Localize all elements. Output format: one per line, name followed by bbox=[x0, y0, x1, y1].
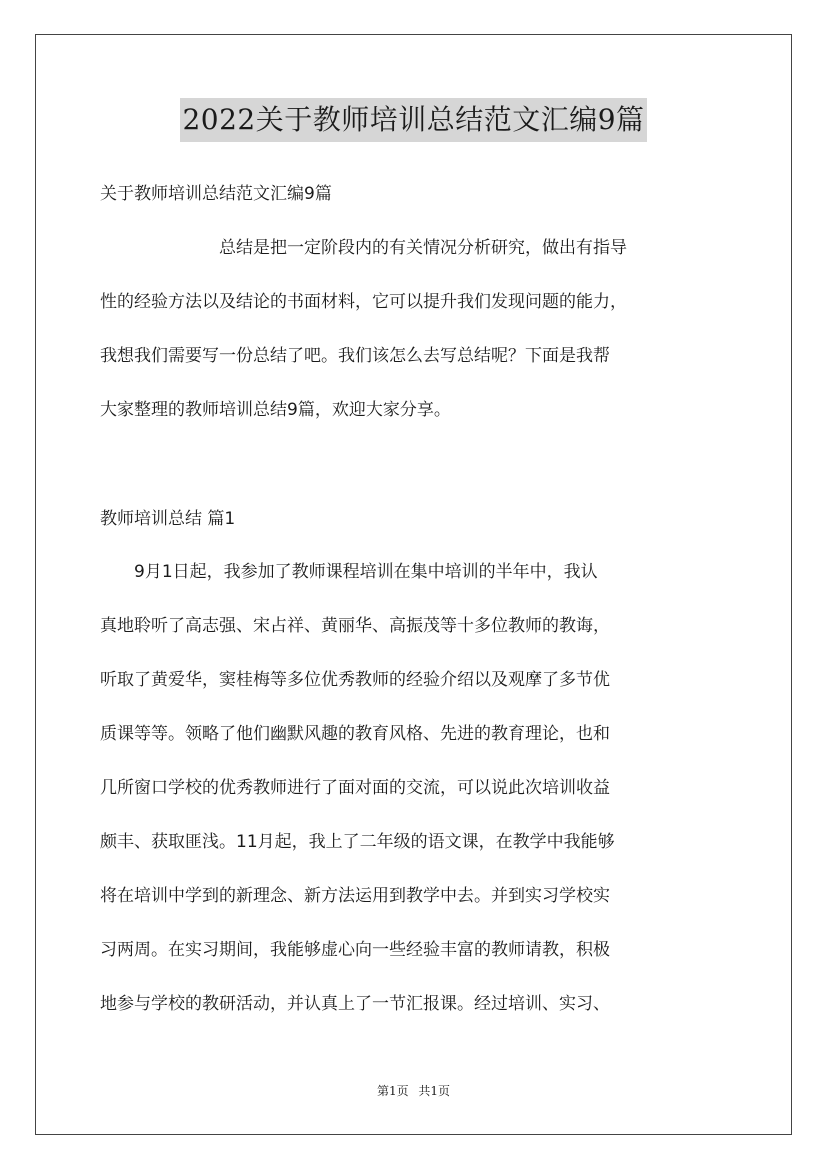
document-subtitle: 关于教师培训总结范文汇编9篇 bbox=[100, 184, 332, 204]
body-line: 地参与学校的教研活动，并认真上了一节汇报课。经过培训、实习、 bbox=[100, 994, 610, 1014]
body-line: 真地聆听了高志强、宋占祥、黄丽华、高振茂等十多位教师的教诲， bbox=[100, 616, 610, 636]
body-line: 将在培训中学到的新理念、新方法运用到教学中去。并到实习学校实 bbox=[100, 886, 610, 906]
body-line: 几所窗口学校的优秀教师进行了面对面的交流，可以说此次培训收益 bbox=[100, 778, 610, 798]
body-line: 9月1日起，我参加了教师课程培训在集中培训的半年中，我认 bbox=[100, 562, 598, 582]
intro-line: 大家整理的教师培训总结9篇，欢迎大家分享。 bbox=[100, 400, 451, 420]
intro-line: 性的经验方法以及结论的书面材料，它可以提升我们发现问题的能力， bbox=[100, 292, 627, 312]
document-title: 2022关于教师培训总结范文汇编9篇 bbox=[180, 98, 646, 142]
section-heading: 教师培训总结 篇1 bbox=[100, 509, 236, 529]
page-total: 共1页 bbox=[418, 1084, 451, 1098]
intro-line: 总结是把一定阶段内的有关情况分析研究，做出有指导 bbox=[100, 238, 627, 258]
title-container bbox=[0, 98, 827, 142]
body-line: 颇丰、获取匪浅。11月起，我上了二年级的语文课，在教学中我能够 bbox=[100, 832, 615, 852]
page-footer bbox=[0, 1082, 827, 1099]
page-number: 第1页 bbox=[376, 1084, 409, 1098]
intro-line: 我想我们需要写一份总结了吧。我们该怎么去写总结呢？下面是我帮 bbox=[100, 346, 610, 366]
body-paragraph bbox=[100, 558, 740, 1044]
body-line: 习两周。在实习期间，我能够虚心向一些经验丰富的教师请教，积极 bbox=[100, 940, 610, 960]
body-line: 质课等等。领略了他们幽默风趣的教育风格、先进的教育理论，也和 bbox=[100, 724, 610, 744]
body-line: 听取了黄爱华，窦桂梅等多位优秀教师的经验介绍以及观摩了多节优 bbox=[100, 670, 610, 690]
intro-paragraph bbox=[100, 234, 740, 450]
